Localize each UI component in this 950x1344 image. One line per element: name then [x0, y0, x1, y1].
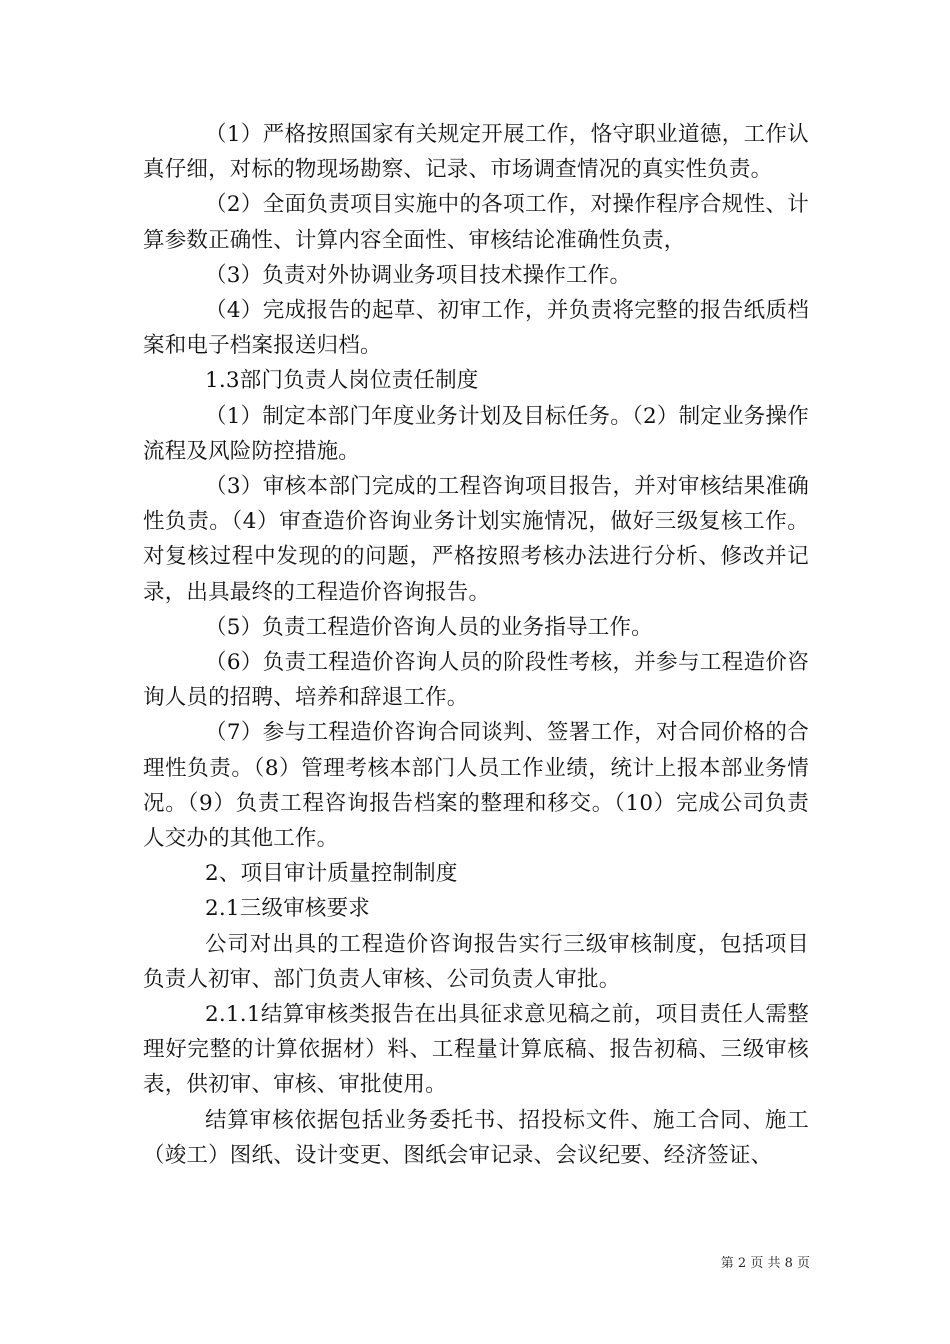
paragraph-duty-4: （4）完成报告的起草、初审工作，并负责将完整的报告纸质档案和电子档案报送归档。	[143, 298, 809, 359]
paragraph-dept-duty-5: （5）负责工程造价咨询人员的业务指导工作。	[205, 614, 653, 640]
section-heading-2-1: 2.1三级审核要求	[205, 896, 370, 922]
paragraph-dept-duty-7-10: （7）参与工程造价咨询合同谈判、签署工作，对合同价格的合理性负责。（8）管理考核本部门人员工作业绩，统计上报本部业务情况。（9）负责工程咨询报告档案的整理和移交。（10）完成公司负责人交办的其他工作。	[143, 720, 809, 852]
paragraph-dept-duty-3-4: （3）审核本部门完成的工程咨询项目报告，并对审核结果准确性负责。（4）审查造价咨询业务计划实施情况，做好三级复核工作。对复核过程中发现的的问题，严格按照考核办法进行分析、修改并记录，出具最终的工程造价咨询报告。	[143, 474, 809, 605]
paragraph-settlement-basis: 结算审核依据包括业务委托书、招投标文件、施工合同、施工（竣工）图纸、设计变更、图纸会审记录、会议纪要、经济签证、	[143, 1107, 809, 1168]
paragraph-dept-duty-6: （6）负责工程造价咨询人员的阶段性考核，并参与工程造价咨询人员的招聘、培养和辞退工作。	[143, 650, 809, 711]
page-number: 第 2 页 共 8 页	[720, 1256, 810, 1271]
paragraph-duty-2: （2）全面负责项目实施中的各项工作，对操作程序合规性、计算参数正确性、计算内容全面性、审核结论准确性负责，	[143, 192, 809, 253]
section-heading-1-3: 1.3部门负责人岗位责任制度	[205, 368, 479, 394]
paragraph-2-1-1: 2.1.1结算审核类报告在出具征求意见稿之前，项目责任人需整理好完整的计算依据材）料、工程量计算底稿、报告初稿、三级审核表，供初审、审核、审批使用。	[143, 1002, 809, 1098]
document-body	[143, 117, 809, 1173]
paragraph-duty-1: （1）严格按照国家有关规定开展工作，恪守职业道德，工作认真仔细，对标的物现场勘察、记录、市场调查情况的真实性负责。	[143, 122, 809, 183]
paragraph-three-level-review: 公司对出具的工程造价咨询报告实行三级审核制度，包括项目负责人初审、部门负责人审核、公司负责人审批。	[143, 931, 809, 992]
section-heading-2: 2、项目审计质量控制制度	[205, 861, 458, 887]
paragraph-duty-3: （3）负责对外协调业务项目技术操作工作。	[205, 262, 632, 288]
paragraph-dept-duty-1-2: （1）制定本部门年度业务计划及目标任务。（2）制定业务操作流程及风险防控措施。	[143, 403, 809, 464]
